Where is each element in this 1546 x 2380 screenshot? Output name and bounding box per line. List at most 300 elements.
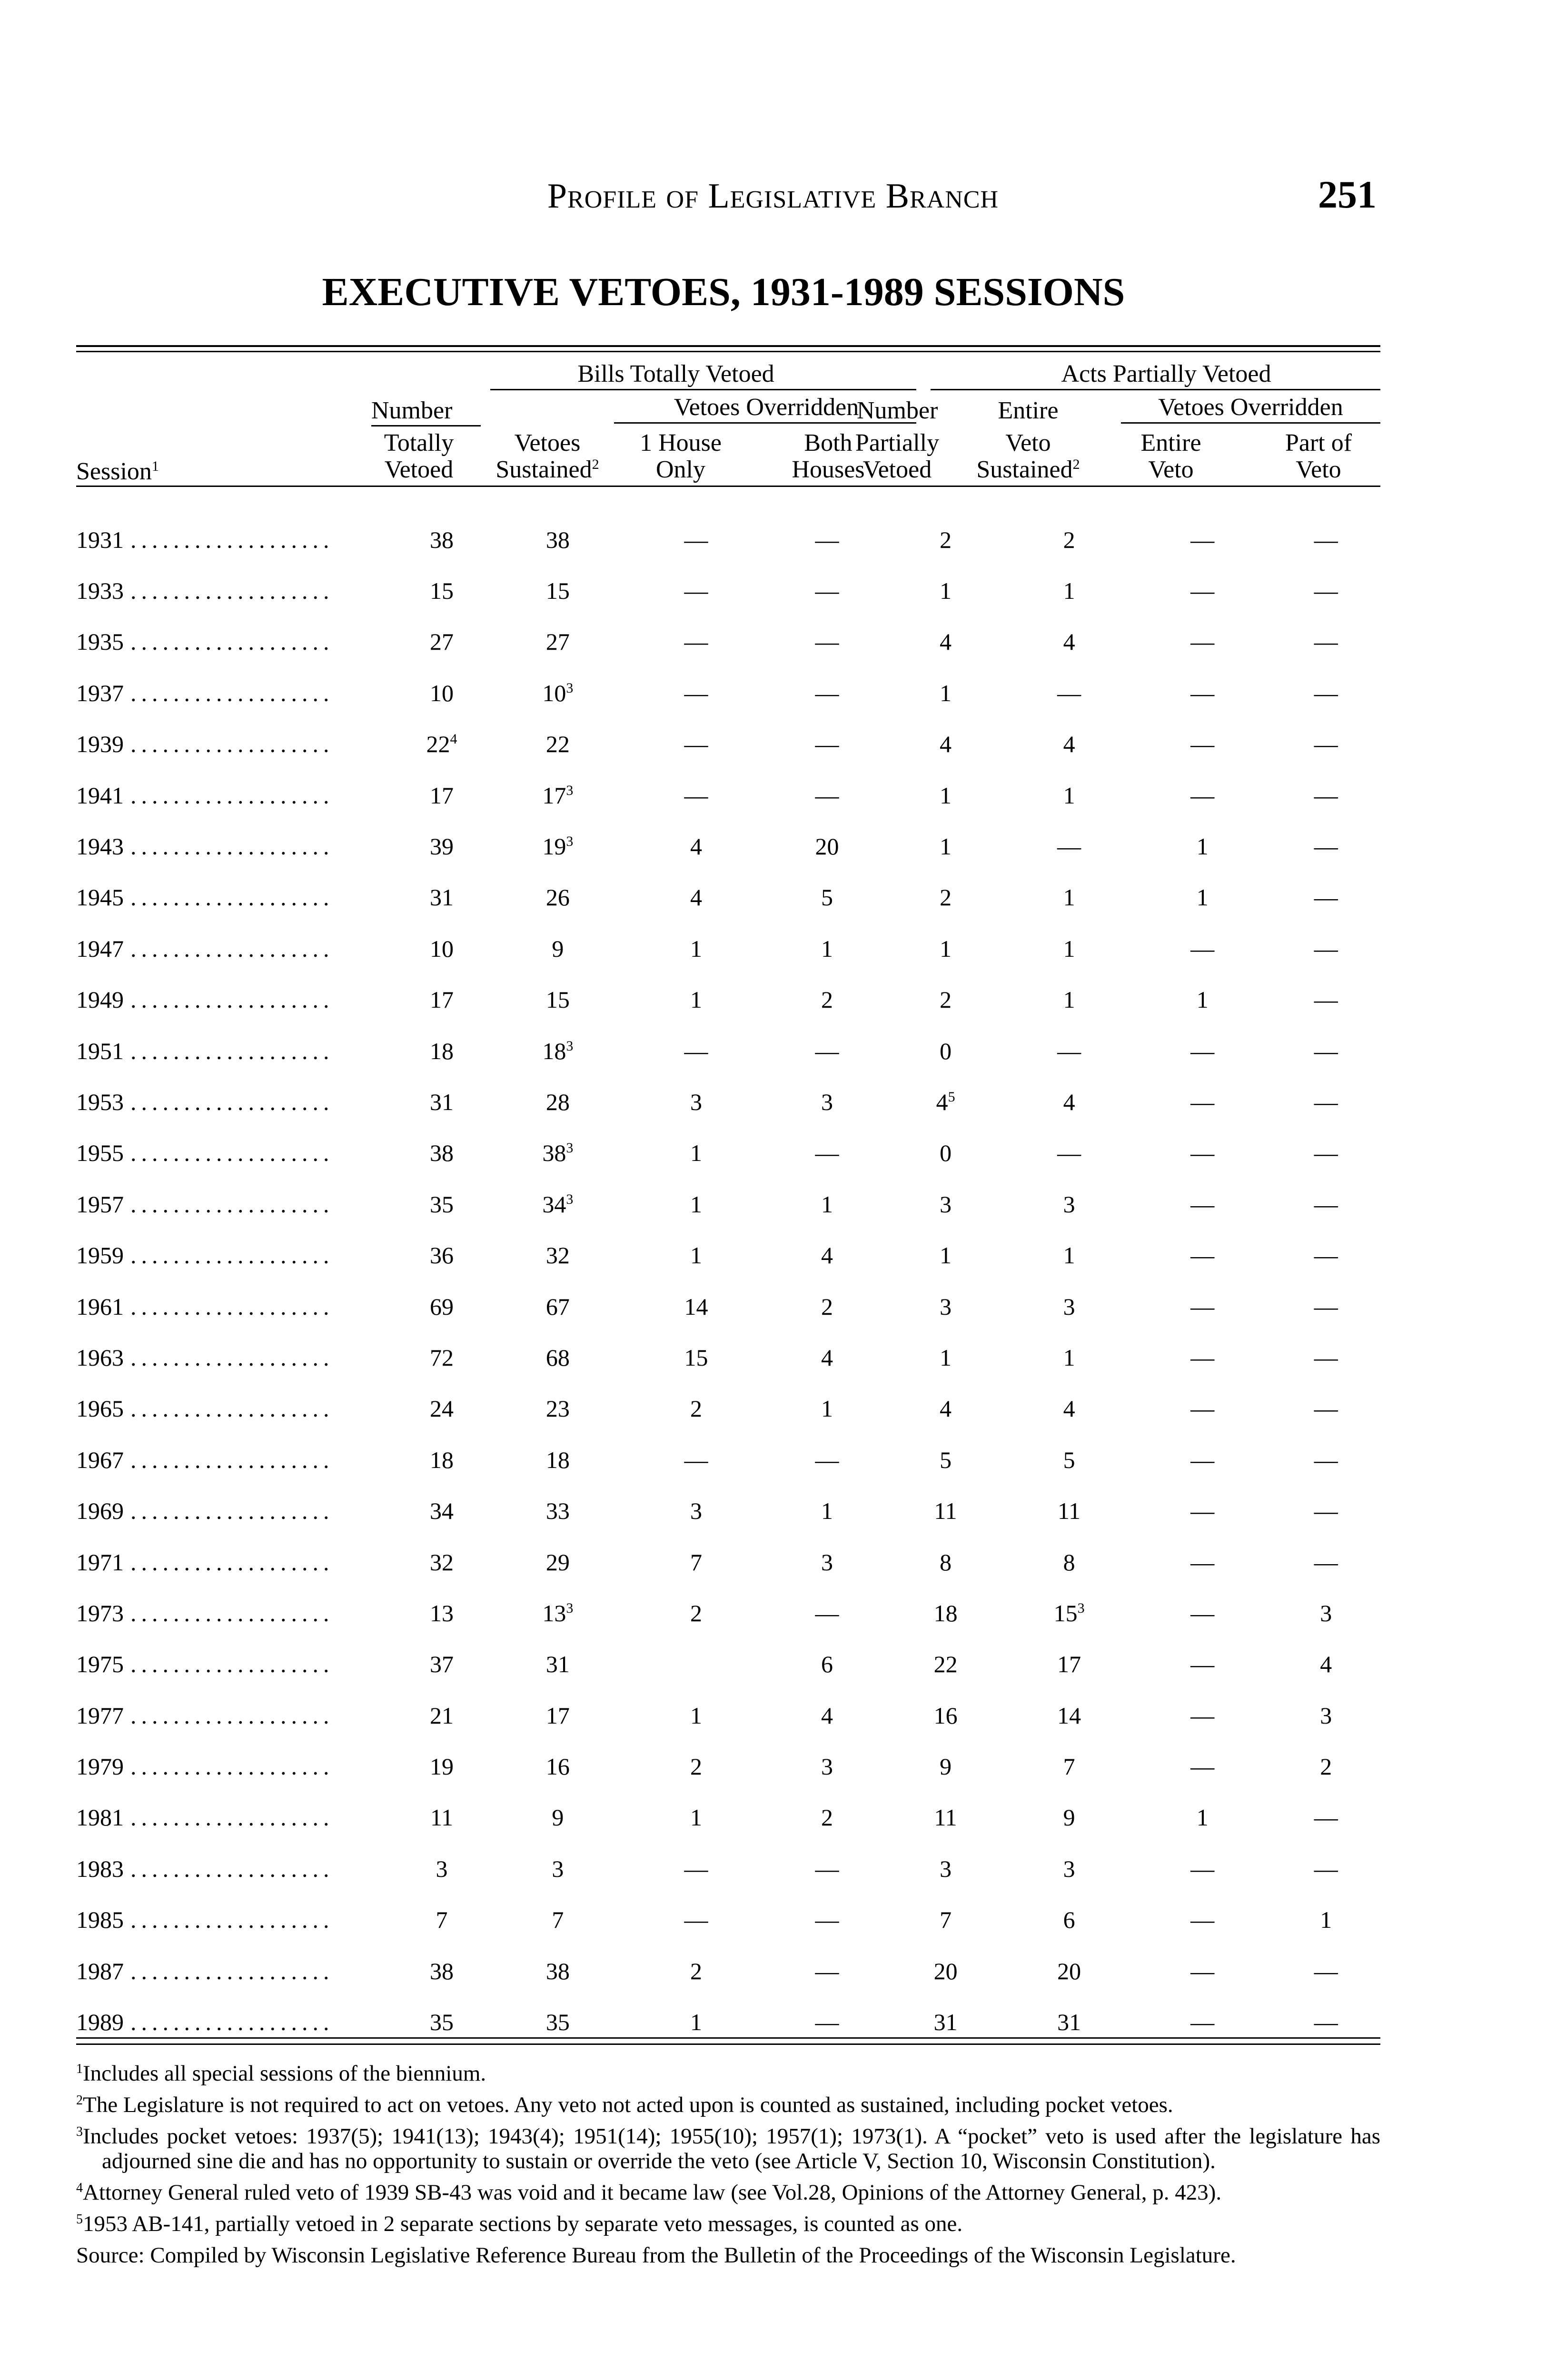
part-of-veto-cell: 4 <box>1320 1651 1332 1678</box>
table-row <box>76 616 1380 667</box>
part-of-veto-cell: 2 <box>1320 1753 1332 1780</box>
footnote-4: $^4$Attorney General ruled veto of 1939 SB-43 was void and it became law (see Vol.28, Opinions of the Attorney General, p. 423). <box>76 2180 1222 2205</box>
session-cell <box>76 1690 392 1741</box>
partially-vetoed-cell: 5 <box>940 1446 952 1473</box>
session-year: 1951 <box>76 1037 124 1064</box>
totally-vetoed-cell: 19 <box>430 1753 454 1780</box>
session-cell <box>76 1537 392 1587</box>
session-cell <box>76 719 392 770</box>
sustained-cell: 15 <box>545 986 570 1013</box>
entire-sustained-cell: 11 <box>1058 1497 1081 1525</box>
partially-vetoed-cell: 11 <box>934 1804 957 1831</box>
one-house-cell: — <box>684 628 708 655</box>
dot-leader: ................... <box>130 1242 334 1269</box>
part-of-veto-cell: — <box>1314 2009 1338 2036</box>
session-cell <box>76 1434 392 1485</box>
one-house-cell: 1 <box>690 1140 702 1167</box>
partially-vetoed-cell: $4^5$ <box>936 1088 955 1115</box>
totally-vetoed-cell: 34 <box>430 1497 454 1525</box>
entire-veto-cell: — <box>1190 782 1215 809</box>
entire-veto-cell: — <box>1190 1702 1215 1729</box>
top-rule-2 <box>76 351 1380 352</box>
both-houses-cell: — <box>815 577 839 605</box>
session-year: 1937 <box>76 679 124 706</box>
session-year: 1953 <box>76 1088 124 1115</box>
both-houses-cell: 2 <box>821 1804 833 1831</box>
part-of-veto-cell: — <box>1314 731 1338 758</box>
session-year: 1975 <box>76 1651 124 1678</box>
footnote-5: $^5$1953 AB-141, partially vetoed in 2 separate sections by separate veto messages, is counted as one. <box>76 2211 963 2236</box>
entire-sustained-cell: 1 <box>1063 782 1075 809</box>
table-row <box>76 1843 1380 1894</box>
one-house-cell: 1 <box>690 1702 702 1729</box>
table-row <box>76 1537 1380 1587</box>
entire-veto-cell: — <box>1190 1599 1215 1626</box>
footnote-mark: 4 <box>450 731 457 747</box>
session-cell <box>76 1179 392 1230</box>
sustained-cell: 35 <box>545 2009 570 2036</box>
vetoes-sustained-header: Vetoes Sustained$^2$ <box>496 429 599 483</box>
table-row <box>76 1128 1380 1179</box>
part-of-veto-cell: — <box>1314 1242 1338 1269</box>
sustained-cell: 38 <box>545 1957 570 1984</box>
vetoes-overridden-acts-rule <box>1121 422 1380 424</box>
totally-vetoed-cell: 10 <box>430 679 454 706</box>
veto-sustained-header: Veto Sustained$^2$ <box>976 429 1080 483</box>
entire-sustained-cell: 31 <box>1057 2009 1081 2036</box>
vetoes-overridden-acts-header: Vetoes Overridden <box>1158 394 1343 421</box>
session-cell <box>76 872 392 923</box>
session-year: 1983 <box>76 1855 124 1882</box>
partially-vetoed-cell: 1 <box>940 782 952 809</box>
sustained-cell: 15 <box>545 577 570 605</box>
one-house-cell: — <box>684 577 708 605</box>
both-houses-cell: 1 <box>821 1395 833 1422</box>
dot-leader: ................... <box>130 1088 334 1115</box>
dot-leader: ................... <box>130 935 334 962</box>
bills-group-rule <box>490 389 916 390</box>
table-row <box>76 923 1380 974</box>
entire-veto-cell: — <box>1190 1753 1215 1780</box>
partially-vetoed-cell: 2 <box>940 526 952 553</box>
entire-veto-cell: — <box>1190 526 1215 553</box>
one-house-cell: 1 <box>690 1190 702 1218</box>
session-year: 1985 <box>76 1906 124 1934</box>
table-row <box>76 1690 1380 1741</box>
part-of-veto-cell: — <box>1314 935 1338 962</box>
part-of-veto-cell: — <box>1314 1804 1338 1831</box>
one-house-cell: 1 <box>690 1242 702 1269</box>
one-house-cell: 1 <box>690 1804 702 1831</box>
source-note: Source: Compiled by Wisconsin Legislative Reference Bureau from the Bulletin of the Proceedings of the Wisconsin Legislature. <box>76 2243 1236 2268</box>
part-of-veto-cell: — <box>1314 1190 1338 1218</box>
sustained-cell: 9 <box>552 935 564 962</box>
session-cell <box>76 1230 392 1280</box>
session-year: 1955 <box>76 1140 124 1167</box>
both-houses-cell: — <box>815 1855 839 1882</box>
entire-sustained-cell: 1 <box>1063 1344 1075 1371</box>
both-houses-cell: — <box>815 1446 839 1473</box>
entire-sustained-cell: 3 <box>1063 1293 1075 1320</box>
sustained-cell: 3 <box>552 1855 564 1882</box>
totally-vetoed-cell: 3 <box>436 1855 448 1882</box>
sustained-cell: 9 <box>552 1804 564 1831</box>
partially-vetoed-cell: 1 <box>940 679 952 706</box>
session-cell <box>76 1996 392 2047</box>
one-house-cell: 1 <box>690 2009 702 2036</box>
part-of-veto-cell: — <box>1314 986 1338 1013</box>
part-of-veto-cell: 3 <box>1320 1702 1332 1729</box>
both-houses-cell: — <box>815 526 839 553</box>
dot-leader: ................... <box>130 1446 334 1473</box>
partially-vetoed-cell: 1 <box>940 1242 952 1269</box>
dot-leader: ................... <box>130 1293 334 1320</box>
group-header-bills: Bills Totally Vetoed <box>577 360 774 387</box>
session-cell <box>76 1332 392 1383</box>
partially-vetoed-cell: 1 <box>940 577 952 605</box>
one-house-cell: — <box>684 731 708 758</box>
partially-vetoed-cell: 2 <box>940 884 952 911</box>
part-of-veto-cell: — <box>1314 1446 1338 1473</box>
totally-vetoed-cell: 13 <box>430 1599 454 1626</box>
top-rule <box>76 345 1380 347</box>
footnote-mark: 3 <box>566 1191 574 1207</box>
session-year: 1965 <box>76 1395 124 1422</box>
one-house-cell: — <box>684 679 708 706</box>
dot-leader: ................... <box>130 628 334 655</box>
session-year: 1979 <box>76 1753 124 1780</box>
both-houses-header: Both Houses <box>792 429 865 483</box>
sustained-cell: 29 <box>545 1548 570 1576</box>
one-house-cell: 2 <box>690 1395 702 1422</box>
footnote-mark: 3 <box>566 1600 574 1616</box>
partially-vetoed-cell: 1 <box>940 1344 952 1371</box>
partially-vetoed-cell: 3 <box>940 1855 952 1882</box>
part-of-veto-cell: — <box>1314 1293 1338 1320</box>
table-row <box>76 1025 1380 1076</box>
dot-leader: ................... <box>130 1957 334 1984</box>
entire-sustained-cell: 1 <box>1063 884 1075 911</box>
session-year: 1987 <box>76 1957 124 1984</box>
entire-veto-cell: — <box>1190 1037 1215 1064</box>
totally-vetoed-cell: 17 <box>430 782 454 809</box>
partially-vetoed-cell: 4 <box>940 628 952 655</box>
sustained-cell: 17 <box>545 1702 570 1729</box>
entire-veto-cell: — <box>1190 1344 1215 1371</box>
sustained-cell: 33 <box>545 1497 570 1525</box>
session-cell <box>76 1894 392 1945</box>
dot-leader: ................... <box>130 1548 334 1576</box>
entire-veto-cell: — <box>1190 1190 1215 1218</box>
entire-sustained-cell: 8 <box>1063 1548 1075 1576</box>
session-cell <box>76 1485 392 1536</box>
session-cell <box>76 667 392 718</box>
totally-vetoed-cell: 7 <box>436 1906 448 1934</box>
one-house-cell: — <box>684 1855 708 1882</box>
footnote-3: $^3$Includes pocket vetoes: 1937(5); 1941(13); 1943(4); 1951(14); 1955(10); 1957(1); 1973(1). A “pocket” veto is used after the legislature has adjourned sine die and has no opportunity to sustain or override the veto (see Article V, Section 10, Wisconsin Constitution). <box>76 2124 1380 2173</box>
session-cell <box>76 1128 392 1179</box>
one-house-cell: 1 <box>690 935 702 962</box>
session-cell <box>76 1639 392 1690</box>
partially-vetoed-cell: 20 <box>933 1957 958 1984</box>
part-of-veto-cell: — <box>1314 1957 1338 1984</box>
totally-vetoed-cell: 18 <box>430 1446 454 1473</box>
footnotes <box>76 2061 1380 2274</box>
table-row <box>76 1639 1380 1690</box>
both-houses-cell: — <box>815 1140 839 1167</box>
entire-veto-cell: — <box>1190 1242 1215 1269</box>
session-year: 1943 <box>76 833 124 860</box>
session-cell <box>76 770 392 821</box>
one-house-cell <box>624 1639 768 1690</box>
number-partial-header-top: Number <box>857 397 938 424</box>
one-house-cell: 3 <box>690 1497 702 1525</box>
sustained-cell: $13^3$ <box>542 1599 574 1626</box>
one-house-cell: — <box>684 1037 708 1064</box>
both-houses-cell: 20 <box>815 833 839 860</box>
dot-leader: ................... <box>130 577 334 605</box>
table-row <box>76 770 1380 821</box>
totally-vetoed-cell: 39 <box>430 833 454 860</box>
dot-leader: ................... <box>130 731 334 758</box>
session-cell <box>76 1945 392 1996</box>
sustained-cell: 16 <box>545 1753 570 1780</box>
session-cell <box>76 514 392 565</box>
table-row <box>76 1434 1380 1485</box>
entire-veto-cell: — <box>1190 628 1215 655</box>
entire-veto-cell: 1 <box>1196 986 1209 1013</box>
page-number: 251 <box>1318 173 1377 216</box>
table-bottom-rule <box>76 2037 1380 2039</box>
session-year: 1969 <box>76 1497 124 1525</box>
totally-vetoed-cell: 69 <box>430 1293 454 1320</box>
sustained-cell: 68 <box>545 1344 570 1371</box>
totally-vetoed-cell: 31 <box>430 884 454 911</box>
dot-leader: ................... <box>130 1497 334 1525</box>
session-year: 1939 <box>76 731 124 758</box>
sustained-cell: $18^3$ <box>542 1037 574 1064</box>
both-houses-cell: 4 <box>821 1702 833 1729</box>
table-row <box>76 719 1380 770</box>
one-house-cell: — <box>684 1446 708 1473</box>
totally-vetoed-cell: 24 <box>430 1395 454 1422</box>
sustained-cell: $10^3$ <box>542 679 574 706</box>
session-cell <box>76 1025 392 1076</box>
partially-vetoed-cell: 7 <box>940 1906 952 1934</box>
dot-leader: ................... <box>130 1344 334 1371</box>
footnote-mark: 3 <box>566 1140 574 1156</box>
table-row <box>76 1076 1380 1127</box>
part-of-veto-cell: — <box>1314 1140 1338 1167</box>
both-houses-cell: 2 <box>821 986 833 1013</box>
vetoes-overridden-bills-header: Vetoes Overridden <box>674 394 859 421</box>
footnote-mark: 3 <box>566 833 574 850</box>
footnote-mark: 3 <box>1077 1600 1085 1616</box>
totally-vetoed-cell: 18 <box>430 1037 454 1064</box>
totally-vetoed-cell: 15 <box>430 577 454 605</box>
footnote-1: $^1$Includes all special sessions of the biennium. <box>76 2061 486 2086</box>
both-houses-cell: — <box>815 628 839 655</box>
table-row <box>76 872 1380 923</box>
table-row <box>76 667 1380 718</box>
totally-vetoed-cell: 36 <box>430 1242 454 1269</box>
running-title: Profile of Legislative Branch <box>547 177 999 216</box>
entire-sustained-cell: — <box>1057 679 1081 706</box>
partially-vetoed-cell: 0 <box>940 1037 952 1064</box>
dot-leader: ................... <box>130 986 334 1013</box>
session-cell <box>76 616 392 667</box>
both-houses-cell: — <box>815 679 839 706</box>
part-of-veto-cell: — <box>1314 884 1338 911</box>
part-of-veto-cell: — <box>1314 833 1338 860</box>
both-houses-cell: 1 <box>821 1497 833 1525</box>
session-year: 1933 <box>76 577 124 605</box>
totally-vetoed-cell: 17 <box>430 986 454 1013</box>
totally-vetoed-cell: 35 <box>430 2009 454 2036</box>
entire-sustained-cell: — <box>1057 1140 1081 1167</box>
entire-sustained-cell: 1 <box>1063 935 1075 962</box>
one-house-cell: 4 <box>690 884 702 911</box>
partially-vetoed-cell: 22 <box>933 1651 958 1678</box>
entire-sustained-cell: 14 <box>1057 1702 1081 1729</box>
part-of-veto-cell: — <box>1314 679 1338 706</box>
totally-vetoed-cell: 11 <box>430 1804 454 1831</box>
session-cell <box>76 1076 392 1127</box>
part-of-veto-cell: — <box>1314 1037 1338 1064</box>
part-of-veto-cell: — <box>1314 782 1338 809</box>
entire-sustained-cell: 1 <box>1063 1242 1075 1269</box>
one-house-header: 1 House Only <box>640 429 722 483</box>
partially-vetoed-cell: 1 <box>940 833 952 860</box>
entire-sustained-cell: — <box>1057 1037 1081 1064</box>
dot-leader: ................... <box>130 1140 334 1167</box>
table-row <box>76 1741 1380 1792</box>
session-year: 1971 <box>76 1548 124 1576</box>
partially-vetoed-header: Partially Vetoed <box>855 429 940 483</box>
session-cell <box>76 1383 392 1434</box>
entire-sustained-cell: $15^3$ <box>1053 1599 1085 1626</box>
one-house-cell: 2 <box>690 1957 702 1984</box>
totally-vetoed-cell: 38 <box>430 1140 454 1167</box>
dot-leader: ................... <box>130 1651 334 1678</box>
sustained-cell: 32 <box>545 1242 570 1269</box>
part-of-veto-cell: — <box>1314 1088 1338 1115</box>
session-cell <box>76 821 392 872</box>
both-houses-cell: 1 <box>821 935 833 962</box>
acts-group-rule <box>931 389 1380 390</box>
entire-veto-cell: — <box>1190 1446 1215 1473</box>
session-header: Session$^1$ <box>76 458 159 485</box>
number-header-rule <box>371 425 481 426</box>
entire-veto-cell: — <box>1190 1906 1215 1934</box>
one-house-cell: 1 <box>690 986 702 1013</box>
session-year: 1935 <box>76 628 124 655</box>
entire-veto-cell: 1 <box>1196 1804 1209 1831</box>
entire-veto-cell: — <box>1190 935 1215 962</box>
totally-vetoed-cell: 31 <box>430 1088 454 1115</box>
both-houses-cell: — <box>815 1906 839 1934</box>
table-row <box>76 1383 1380 1434</box>
entire-veto-cell: — <box>1190 1855 1215 1882</box>
both-houses-cell: — <box>815 1599 839 1626</box>
table-row <box>76 1792 1380 1843</box>
partially-vetoed-cell: 18 <box>933 1599 958 1626</box>
part-of-veto-header: Part of Veto <box>1285 429 1352 483</box>
dot-leader: ................... <box>130 782 334 809</box>
entire-sustained-cell: 1 <box>1063 577 1075 605</box>
entire-veto-cell: — <box>1190 1957 1215 1984</box>
both-houses-cell: — <box>815 2009 839 2036</box>
both-houses-cell: 3 <box>821 1548 833 1576</box>
dot-leader: ................... <box>130 1906 334 1934</box>
session-year: 1981 <box>76 1804 124 1831</box>
sustained-cell: $19^3$ <box>542 833 574 860</box>
number-header-top: Number <box>371 397 453 424</box>
both-houses-cell: 4 <box>821 1242 833 1269</box>
session-year: 1973 <box>76 1599 124 1626</box>
part-of-veto-cell: — <box>1314 1497 1338 1525</box>
totally-vetoed-cell: 27 <box>430 628 454 655</box>
part-of-veto-cell: — <box>1314 1344 1338 1371</box>
entire-sustained-cell: — <box>1057 833 1081 860</box>
session-year: 1977 <box>76 1702 124 1729</box>
entire-sustained-cell: 1 <box>1063 986 1075 1013</box>
one-house-cell: 4 <box>690 833 702 860</box>
dot-leader: ................... <box>130 884 334 911</box>
data-table <box>76 514 1380 2048</box>
dot-leader: ................... <box>130 526 334 553</box>
table-row <box>76 1281 1380 1332</box>
session-cell <box>76 1281 392 1332</box>
table-bottom-rule-2 <box>76 2043 1380 2045</box>
one-house-cell: 3 <box>690 1088 702 1115</box>
partially-vetoed-cell: 0 <box>940 1140 952 1167</box>
session-cell <box>76 565 392 616</box>
session-year: 1945 <box>76 884 124 911</box>
part-of-veto-cell: — <box>1314 1548 1338 1576</box>
part-of-veto-cell: — <box>1314 1395 1338 1422</box>
sustained-cell: 28 <box>545 1088 570 1115</box>
footnote-2: $^2$The Legislature is not required to act on vetoes. Any veto not acted upon is counted as sustained, including pocket vetoes. <box>76 2092 1173 2117</box>
group-header-acts: Acts Partially Vetoed <box>1061 360 1271 387</box>
page-title: EXECUTIVE VETOES, 1931-1989 SESSIONS <box>322 270 1125 314</box>
session-cell <box>76 1741 392 1792</box>
table-row <box>76 1485 1380 1536</box>
entire-header-top: Entire <box>998 397 1059 424</box>
entire-veto-cell: — <box>1190 1293 1215 1320</box>
entire-sustained-cell: 3 <box>1063 1190 1075 1218</box>
one-house-cell: — <box>684 526 708 553</box>
footnote-mark: 5 <box>948 1089 955 1105</box>
table-row <box>76 821 1380 872</box>
sustained-cell: 7 <box>552 1906 564 1934</box>
dot-leader: ................... <box>130 1702 334 1729</box>
entire-veto-cell: — <box>1190 1088 1215 1115</box>
totally-vetoed-cell: 10 <box>430 935 454 962</box>
table-row <box>76 1179 1380 1230</box>
partially-vetoed-cell: 8 <box>940 1548 952 1576</box>
session-cell <box>76 974 392 1025</box>
part-of-veto-cell: — <box>1314 628 1338 655</box>
session-year: 1941 <box>76 782 124 809</box>
one-house-cell: 15 <box>684 1344 708 1371</box>
sustained-cell: 18 <box>545 1446 570 1473</box>
table-row <box>76 1996 1380 2047</box>
both-houses-cell: 1 <box>821 1190 833 1218</box>
session-year: 1931 <box>76 526 124 553</box>
sustained-cell: $34^3$ <box>542 1190 574 1218</box>
dot-leader: ................... <box>130 1037 334 1064</box>
